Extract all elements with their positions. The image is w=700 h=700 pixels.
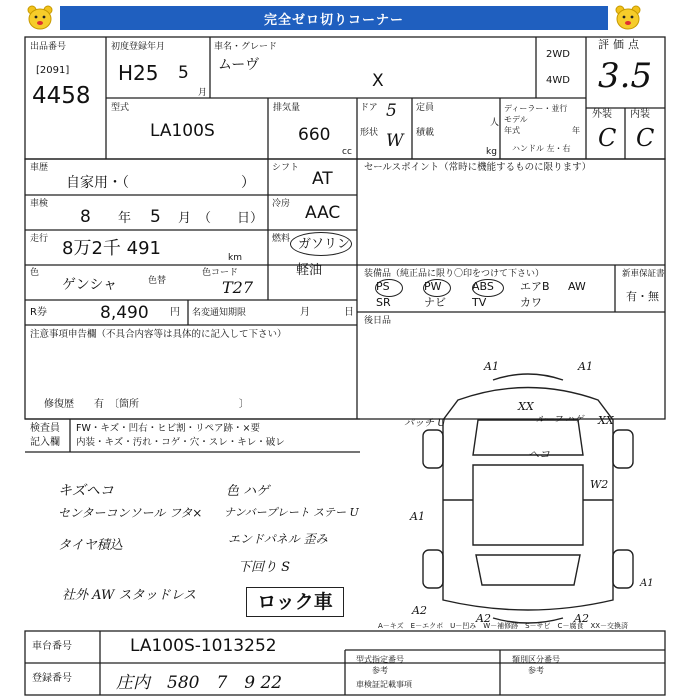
inspection-label: 車検 <box>30 199 49 209</box>
remark-5: 色 ハゲ <box>226 484 270 499</box>
doors-label: ドア <box>360 103 378 113</box>
diagram-mark-5: ルーフ ハゲ <box>536 415 584 425</box>
equipment-item: PS <box>376 280 390 293</box>
color-code: T27 <box>222 278 254 297</box>
exterior-label: 外装 <box>592 109 612 120</box>
chassis-label: 車台番号 <box>32 641 72 652</box>
inspection-year-unit: 年 <box>118 211 132 226</box>
class-label: 類別区分番号 <box>512 655 560 664</box>
engine-value: 660 <box>298 125 331 145</box>
color-swap-label: 色替 <box>148 276 167 286</box>
class-ref: 参考 <box>528 666 544 675</box>
mileage-label: 走行 <box>30 234 49 244</box>
inspection-year: 8 <box>80 207 91 227</box>
equipment-label: 装備品（純正品に限り〇印をつけて下さい） <box>364 269 545 279</box>
equipment-item: SR <box>376 296 391 309</box>
shift-label: シフト <box>272 163 300 173</box>
legend-row-1: FW・キズ・凹右・ヒビ割・リペア跡・×要 <box>76 423 260 434</box>
legend-row-2: 内装・キズ・汚れ・コゲ・穴・スレ・キレ・破レ <box>76 437 285 448</box>
legend-label-1: 検査員 <box>30 423 60 434</box>
type-ref: 参考 <box>372 666 388 675</box>
interior-grade: C <box>636 124 655 152</box>
repair-history: 修復歴 有 〔箇所 〕 <box>44 399 249 410</box>
fuel-label: 燃料 <box>272 234 291 244</box>
shape-label: 形状 <box>360 128 379 138</box>
color-code-label: 色コード <box>202 268 239 278</box>
remark-2: センターコンソール フタ× <box>58 506 203 520</box>
dealer-year: 年式 <box>504 126 520 135</box>
remark-1: キズヘコ <box>58 483 114 499</box>
equipment-item: カワ <box>520 296 542 309</box>
inspection-month-unit: 月 <box>178 211 192 226</box>
history-label: 車歴 <box>30 163 49 173</box>
equipment-item: TV <box>472 296 487 309</box>
equipment-circle-ps <box>375 279 403 297</box>
ac-value: AAC <box>305 203 341 223</box>
diagram-mark-12: A2 <box>476 612 491 625</box>
load-unit: kg <box>486 147 497 157</box>
exterior-grade: C <box>598 124 617 152</box>
equipment-item: AW <box>568 280 586 293</box>
registration-label: 初度登録年月 <box>111 42 166 52</box>
car-label: 車名・グレード <box>214 42 278 52</box>
equipment-circle-pw <box>423 279 451 297</box>
score-value: 3.5 <box>598 56 653 96</box>
warranty-value: 有・無 <box>626 290 659 303</box>
capacity-unit: 人 <box>490 118 500 128</box>
remark-8: 下回り S <box>238 560 291 575</box>
lot-label: 出品番号 <box>30 42 67 52</box>
score-label: 評価点 <box>598 38 643 51</box>
shift-value: AT <box>312 169 333 189</box>
fuel-circle <box>290 232 352 256</box>
name-change-month: 月 <box>300 307 310 318</box>
dealer-model: モデル <box>504 115 528 124</box>
diagram-mark-8: W2 <box>590 478 609 491</box>
registration-month-unit: 月 <box>198 88 208 98</box>
remark-3: タイヤ積込 <box>58 538 123 553</box>
doors-value: 5 <box>386 101 397 121</box>
ac-label: 冷房 <box>272 199 291 209</box>
remark-4: 社外 AW スタッドレス <box>62 588 197 603</box>
sales-point-label: セールスポイント（常時に機能するものに限ります） <box>364 162 592 173</box>
color-label: 色 <box>30 268 40 278</box>
diagram-mark-4: XX <box>518 400 534 413</box>
cert-label: 車検証記載事項 <box>356 680 412 689</box>
drive-4wd: 4WD <box>546 75 570 86</box>
registration-era: H25 <box>118 61 159 85</box>
seat-label: 後日品 <box>364 316 392 326</box>
page-title: 完全ゼロ切りコーナー <box>60 6 608 30</box>
capacity-label: 定員 <box>416 103 435 113</box>
diagram-mark-9: A1 <box>410 510 425 523</box>
lot-number: 4458 <box>32 83 91 109</box>
history-value: 自家用・（ ） <box>66 175 255 191</box>
diagram-legend: A－キズ E－エクボ U－凹み W－補修跡 S－サビ C－腐食 XX－交換済 <box>378 622 629 630</box>
recycle-unit: 円 <box>170 307 180 318</box>
shape-value: W <box>386 131 404 151</box>
mileage-unit: km <box>228 253 242 263</box>
lock-stamp: ロック車 <box>246 587 344 617</box>
recycle-label: R券 <box>30 307 47 318</box>
fuel-diesel: 軽油 <box>296 263 323 278</box>
registration-month: 5 <box>178 63 189 83</box>
model-value: LA100S <box>150 121 215 141</box>
legend-label-2: 記入欄 <box>30 437 60 448</box>
diagram-mark-6: XX <box>598 414 614 427</box>
diagram-mark-11: A2 <box>412 604 427 617</box>
diagram-mark-13: A2 <box>574 612 589 625</box>
diagram-mark-10: A1 <box>640 578 654 589</box>
equipment-item: ナビ <box>424 296 446 309</box>
handle-side: ハンドル 左・右 <box>512 144 571 153</box>
remark-6: ナンバープレート ステー U <box>224 506 359 519</box>
remark-7: エンドパネル 歪み <box>228 532 328 546</box>
lot-sub: [2091] <box>36 65 70 76</box>
equipment-item: PW <box>424 280 442 293</box>
drive-2wd: 2WD <box>546 49 570 60</box>
notes-label: 注意事項申告欄（不具合内容等は具体的に記入して下さい） <box>30 329 287 340</box>
warranty-label: 新車保証書 <box>622 269 665 279</box>
inspection-day: （ 日） <box>198 211 264 226</box>
plate-value: 庄内 580 7 9 22 <box>116 673 283 693</box>
color-value: ゲンシャ <box>62 277 118 293</box>
car-name: ムーヴ <box>218 57 260 73</box>
model-label: 型式 <box>111 103 130 113</box>
chassis-value: LA100S-1013252 <box>130 636 277 656</box>
diagram-mark-7: ヘコ <box>528 448 550 461</box>
mileage-value: 8万2千 491 <box>62 238 161 259</box>
diagram-mark-2: A1 <box>578 360 593 373</box>
engine-label: 排気量 <box>273 103 301 113</box>
car-grade: X <box>372 71 384 91</box>
plate-label: 登録番号 <box>32 673 72 684</box>
name-change-label: 名変通知期限 <box>192 308 247 318</box>
dealer-year-unit: 年 <box>572 126 580 135</box>
type-label: 型式指定番号 <box>356 655 404 664</box>
name-change-day: 日 <box>344 307 354 318</box>
engine-unit: cc <box>342 147 352 157</box>
diagram-mark-1: A1 <box>484 360 499 373</box>
dealer-type: ディーラー・並行 <box>504 104 568 113</box>
equipment-circle-abs <box>472 279 504 297</box>
equipment-item: ABS <box>472 280 494 293</box>
equipment-item: エアB <box>520 280 550 293</box>
fuel-gasoline: ガソリン <box>298 237 351 252</box>
inspection-month: 5 <box>150 207 161 227</box>
load-label: 積載 <box>416 128 435 138</box>
recycle-value: 8,490 <box>100 303 149 323</box>
diagram-mark-3: パッチ U <box>404 418 446 429</box>
interior-label: 内装 <box>630 109 650 120</box>
